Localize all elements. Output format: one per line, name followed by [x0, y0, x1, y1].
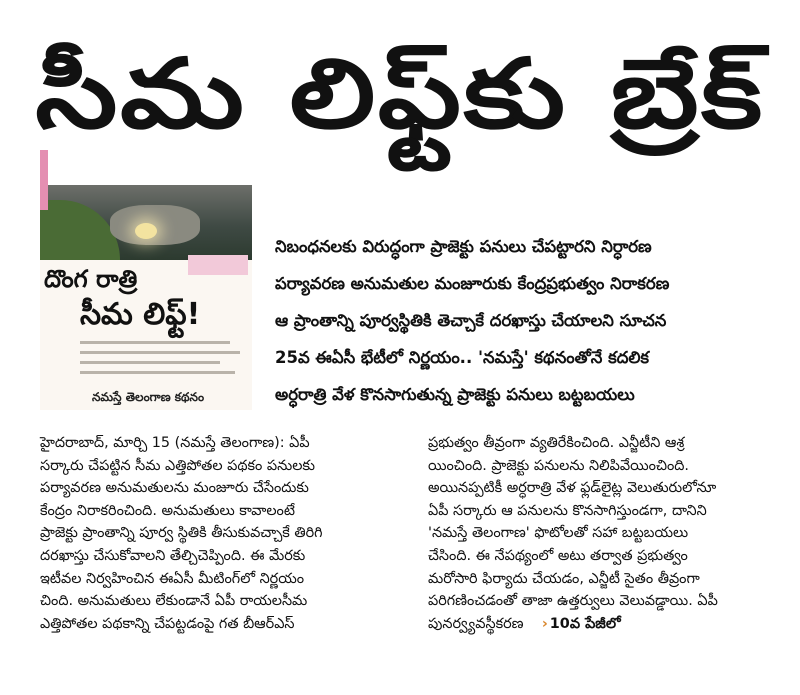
thumbnail-badge	[188, 255, 248, 275]
body-line: యించింది. ప్రాజెక్టు పనులను నిలిపివేయించింది.	[428, 457, 689, 474]
body-line: చేసింది. ఈ నేపథ్యంలో అటు తర్వాత ప్రభుత్వం	[428, 547, 688, 564]
thumbnail-text-line	[80, 351, 240, 354]
article-column-right	[428, 432, 788, 635]
continue-arrow-icon: ›	[541, 615, 548, 632]
body-line: ప్రాజెక్టు ప్రాంతాన్ని పూర్వ స్థితికి తీసుకువచ్చాకే తిరిగి	[40, 525, 323, 542]
thumbnail-image	[40, 185, 252, 410]
dust-cloud	[110, 205, 200, 245]
thumbnail-color-strip	[40, 150, 48, 210]
body-line-last	[428, 613, 788, 636]
highlight-item: నిబంధనలకు విరుద్ధంగా ప్రాజెక్టు పనులు చేపట్టారని నిర్ధారణ	[275, 237, 652, 256]
article-body	[40, 432, 790, 692]
body-line: ఏపీ సర్కారు ఆ పనులను కొనసాగిస్తుండగా, దానిని	[428, 502, 707, 519]
body-line: సర్కారు చేపట్టిన సీమ ఎత్తిపోతల పథకం పనులకు	[40, 457, 315, 474]
article-column-left	[40, 432, 400, 635]
body-line: పర్యావరణ అనుమతులను మంజూరు చేసేందుకు	[40, 480, 309, 497]
body-line: చింది. అనుమతులు లేకుండానే ఏపీ రాయలసీమ	[40, 593, 308, 610]
body-line: కేంద్రం నిరాకరించింది. అనుమతులు కావాలంటే	[40, 502, 295, 519]
highlight-item: 25వ ఈఏసీ భేటీలో నిర్ణయం.. 'నమస్తే' కథనంతోనే కదలిక	[275, 348, 650, 367]
body-line: హైదరాబాద్, మార్చి 15 (నమస్తే తెలంగాణ): ఏపీ	[40, 435, 310, 451]
highlights-list	[275, 228, 785, 413]
hill-shape	[40, 200, 120, 260]
thumbnail-title-line1: దొంగ రాత్రి	[44, 265, 138, 293]
body-line: అయినప్పటికీ అర్ధరాత్రి వేళ ఫ్లడ్‌లైట్ల వెలుతురులోనూ	[428, 480, 717, 497]
thumbnail-title-line2: సీమ లిఫ్ట్!	[80, 297, 201, 332]
body-line: ఎత్తిపోతల పథకాన్ని చేపట్టడంపై గత బీఆర్‌ఎస్	[40, 615, 295, 632]
body-line: 'నమస్తే తెలంగాణ' ఫొటోలతో సహా బట్టబయలు	[428, 525, 689, 542]
thumbnail-text-line	[80, 371, 235, 374]
thumbnail-caption: నమస్తే తెలంగాణ కథనం	[92, 390, 205, 404]
highlight-item: పర్యావరణ అనుమతుల మంజూరుకు కేంద్రప్రభుత్వం నిరాకరణ	[275, 274, 670, 293]
highlight-item: ఆ ప్రాంతాన్ని పూర్వస్థితికి తెచ్చాకే దరఖాస్తు చేయాలని సూచన	[275, 311, 667, 330]
body-line: మరోసారి ఫిర్యాదు చేయడం, ఎన్జీటీ సైతం తీవ్రంగా	[428, 570, 700, 587]
floodlight-glow	[135, 223, 157, 239]
highlight-item: అర్ధరాత్రి వేళ కొనసాగుతున్న ప్రాజెక్టు పనులు బట్టబయలు	[275, 385, 635, 404]
body-line: దరఖాస్తు చేసుకోవాలని తేల్చిచెప్పింది. ఈ మేరకు	[40, 547, 306, 564]
headline: సీమ లిఫ్ట్‌కు బ్రేక్	[35, 38, 765, 150]
body-line: ప్రభుత్వం తీవ్రంగా వ్యతిరేకించింది. ఎన్జీటీని ఆశ్ర	[428, 435, 685, 451]
construction-photo	[40, 185, 252, 260]
body-line: పరిగణించడంతో తాజా ఉత్తర్వులు వెలువడ్డాయి. ఏపీ	[428, 593, 718, 610]
body-last-words: పునర్వ్యవస్థీకరణ	[428, 615, 524, 632]
body-line: ఇటీవల నిర్వహించిన ఈఏసీ మీటింగ్‌లో నిర్ణయం	[40, 570, 305, 587]
thumbnail-text-line	[80, 361, 220, 364]
thumbnail-text-line	[80, 341, 230, 344]
continued-page-link[interactable]: 10వ పేజీలో	[549, 615, 621, 632]
